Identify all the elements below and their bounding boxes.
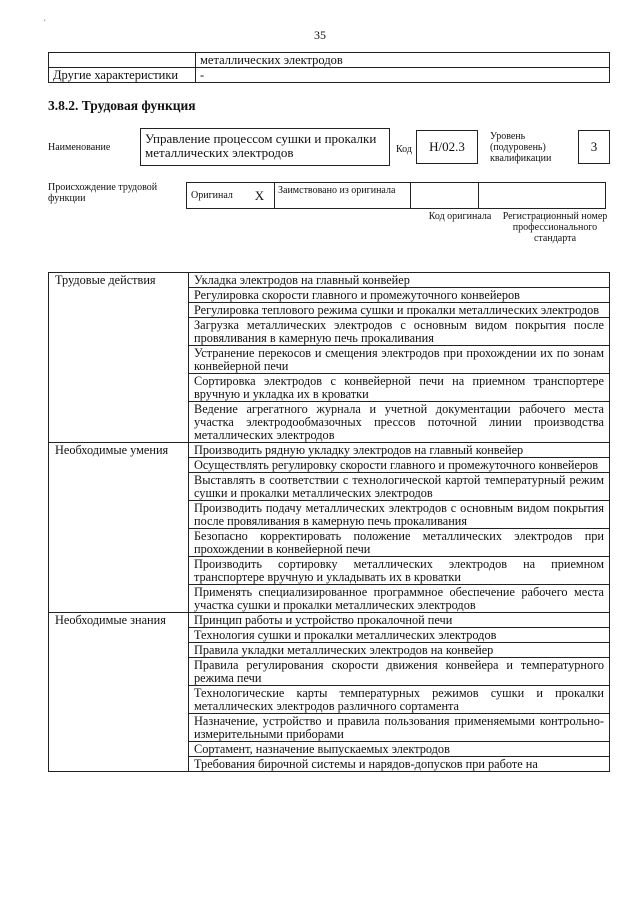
origin-row — [187, 182, 610, 209]
item-cell: Производить рядную укладку электродов на главный конвейер — [189, 443, 610, 458]
table-row — [49, 53, 610, 68]
original-label: Оригинал — [186, 182, 246, 209]
item-cell: Сортамент, назначение выпускаемых электродов — [189, 742, 610, 757]
name-label: Наименование — [48, 142, 111, 153]
continuation-table — [48, 52, 610, 83]
item-cell: Технологические карты температурных режимов сушки и прокалки металлических электродов различного сортамента — [189, 686, 610, 714]
item-cell: Укладка электродов на главный конвейер — [189, 273, 610, 288]
item-cell: Сортировка электродов с конвейерной печи на приемном транспортере вручную и укладка их в кроватки — [189, 374, 610, 402]
function-name-box: Управление процессом сушки и прокалки металлических электродов — [140, 128, 390, 166]
item-cell: Загрузка металлических электродов с основным видом покрытия после провяливания в камерную печь прокаливания — [189, 318, 610, 346]
reg-number-cell — [478, 182, 606, 209]
item-cell: Назначение, устройство и правила пользования применяемыми контрольно-измерительными приборами — [189, 714, 610, 742]
item-cell: Регулировка теплового режима сушки и прокалки металлических электродов — [189, 303, 610, 318]
item-cell: Производить сортировку металлических электродов на приемном транспортере вручную и укладывать их в кроватки — [189, 557, 610, 585]
reg-number-label: Регистрационный номер профессионального стандарта — [502, 211, 608, 244]
category-cell: Необходимые умения — [49, 443, 189, 613]
original-mark: X — [245, 182, 275, 209]
code-original-label: Код оригинала — [428, 211, 492, 222]
item-cell: Правила регулирования скорости движения конвейера и температурного режима печи — [189, 658, 610, 686]
item-cell: Правила укладки металлических электродов на конвейер — [189, 643, 610, 658]
table-cell: - — [196, 68, 610, 83]
item-cell: Требования бирочной системы и нарядов-допусков при работе на — [189, 757, 610, 772]
code-value-box: Н/02.3 — [416, 130, 478, 164]
item-cell: Устранение перекосов и смещения электродов при прохождении их по зонам конвейерной печи — [189, 346, 610, 374]
table-row — [49, 68, 610, 83]
item-cell: Выставлять в соответствии с технологической картой температурный режим сушки и прокалки металлических электродов — [189, 473, 610, 501]
category-cell: Трудовые действия — [49, 273, 189, 443]
item-cell: Регулировка скорости главного и промежуточного конвейеров — [189, 288, 610, 303]
table-row — [49, 443, 610, 458]
code-original-cell — [410, 182, 479, 209]
origin-label: Происхождение трудовой функции — [48, 182, 158, 204]
item-cell: Ведение агрегатного журнала и учетной документации рабочего места участка электродообмазочных прессов поточной линии производства металлических электродов — [189, 402, 610, 443]
table-cell — [49, 53, 196, 68]
item-cell: Технология сушки и прокалки металлических электродов — [189, 628, 610, 643]
page-number: 35 — [314, 28, 326, 42]
borrowed-label: Заимствовано из оригинала — [274, 182, 411, 209]
category-cell: Необходимые знания — [49, 613, 189, 772]
item-cell: Принцип работы и устройство прокалочной печи — [189, 613, 610, 628]
function-details-table — [48, 272, 610, 772]
section-title: 3.8.2. Трудовая функция — [48, 98, 196, 113]
item-cell: Безопасно корректировать положение металлических электродов при прохождении в конвейерной печи — [189, 529, 610, 557]
table-row — [49, 613, 610, 628]
table-cell: Другие характеристики — [49, 68, 196, 83]
item-cell: Осуществлять регулировку скорости главного и промежуточного конвейеров — [189, 458, 610, 473]
level-value-box: 3 — [578, 130, 610, 164]
table-row — [49, 273, 610, 288]
code-label: Код — [396, 144, 412, 155]
level-label: Уровень (подуровень) квалификации — [490, 131, 552, 164]
item-cell: Производить подачу металлических электродов с основным видом покрытия после провяливания в камерную печь прокаливания — [189, 501, 610, 529]
item-cell: Применять специализированное программное обеспечение рабочего места участка сушки и прокалки металлических электродов — [189, 585, 610, 613]
table-cell: металлических электродов — [196, 53, 610, 68]
scan-mark: ' — [44, 18, 46, 27]
